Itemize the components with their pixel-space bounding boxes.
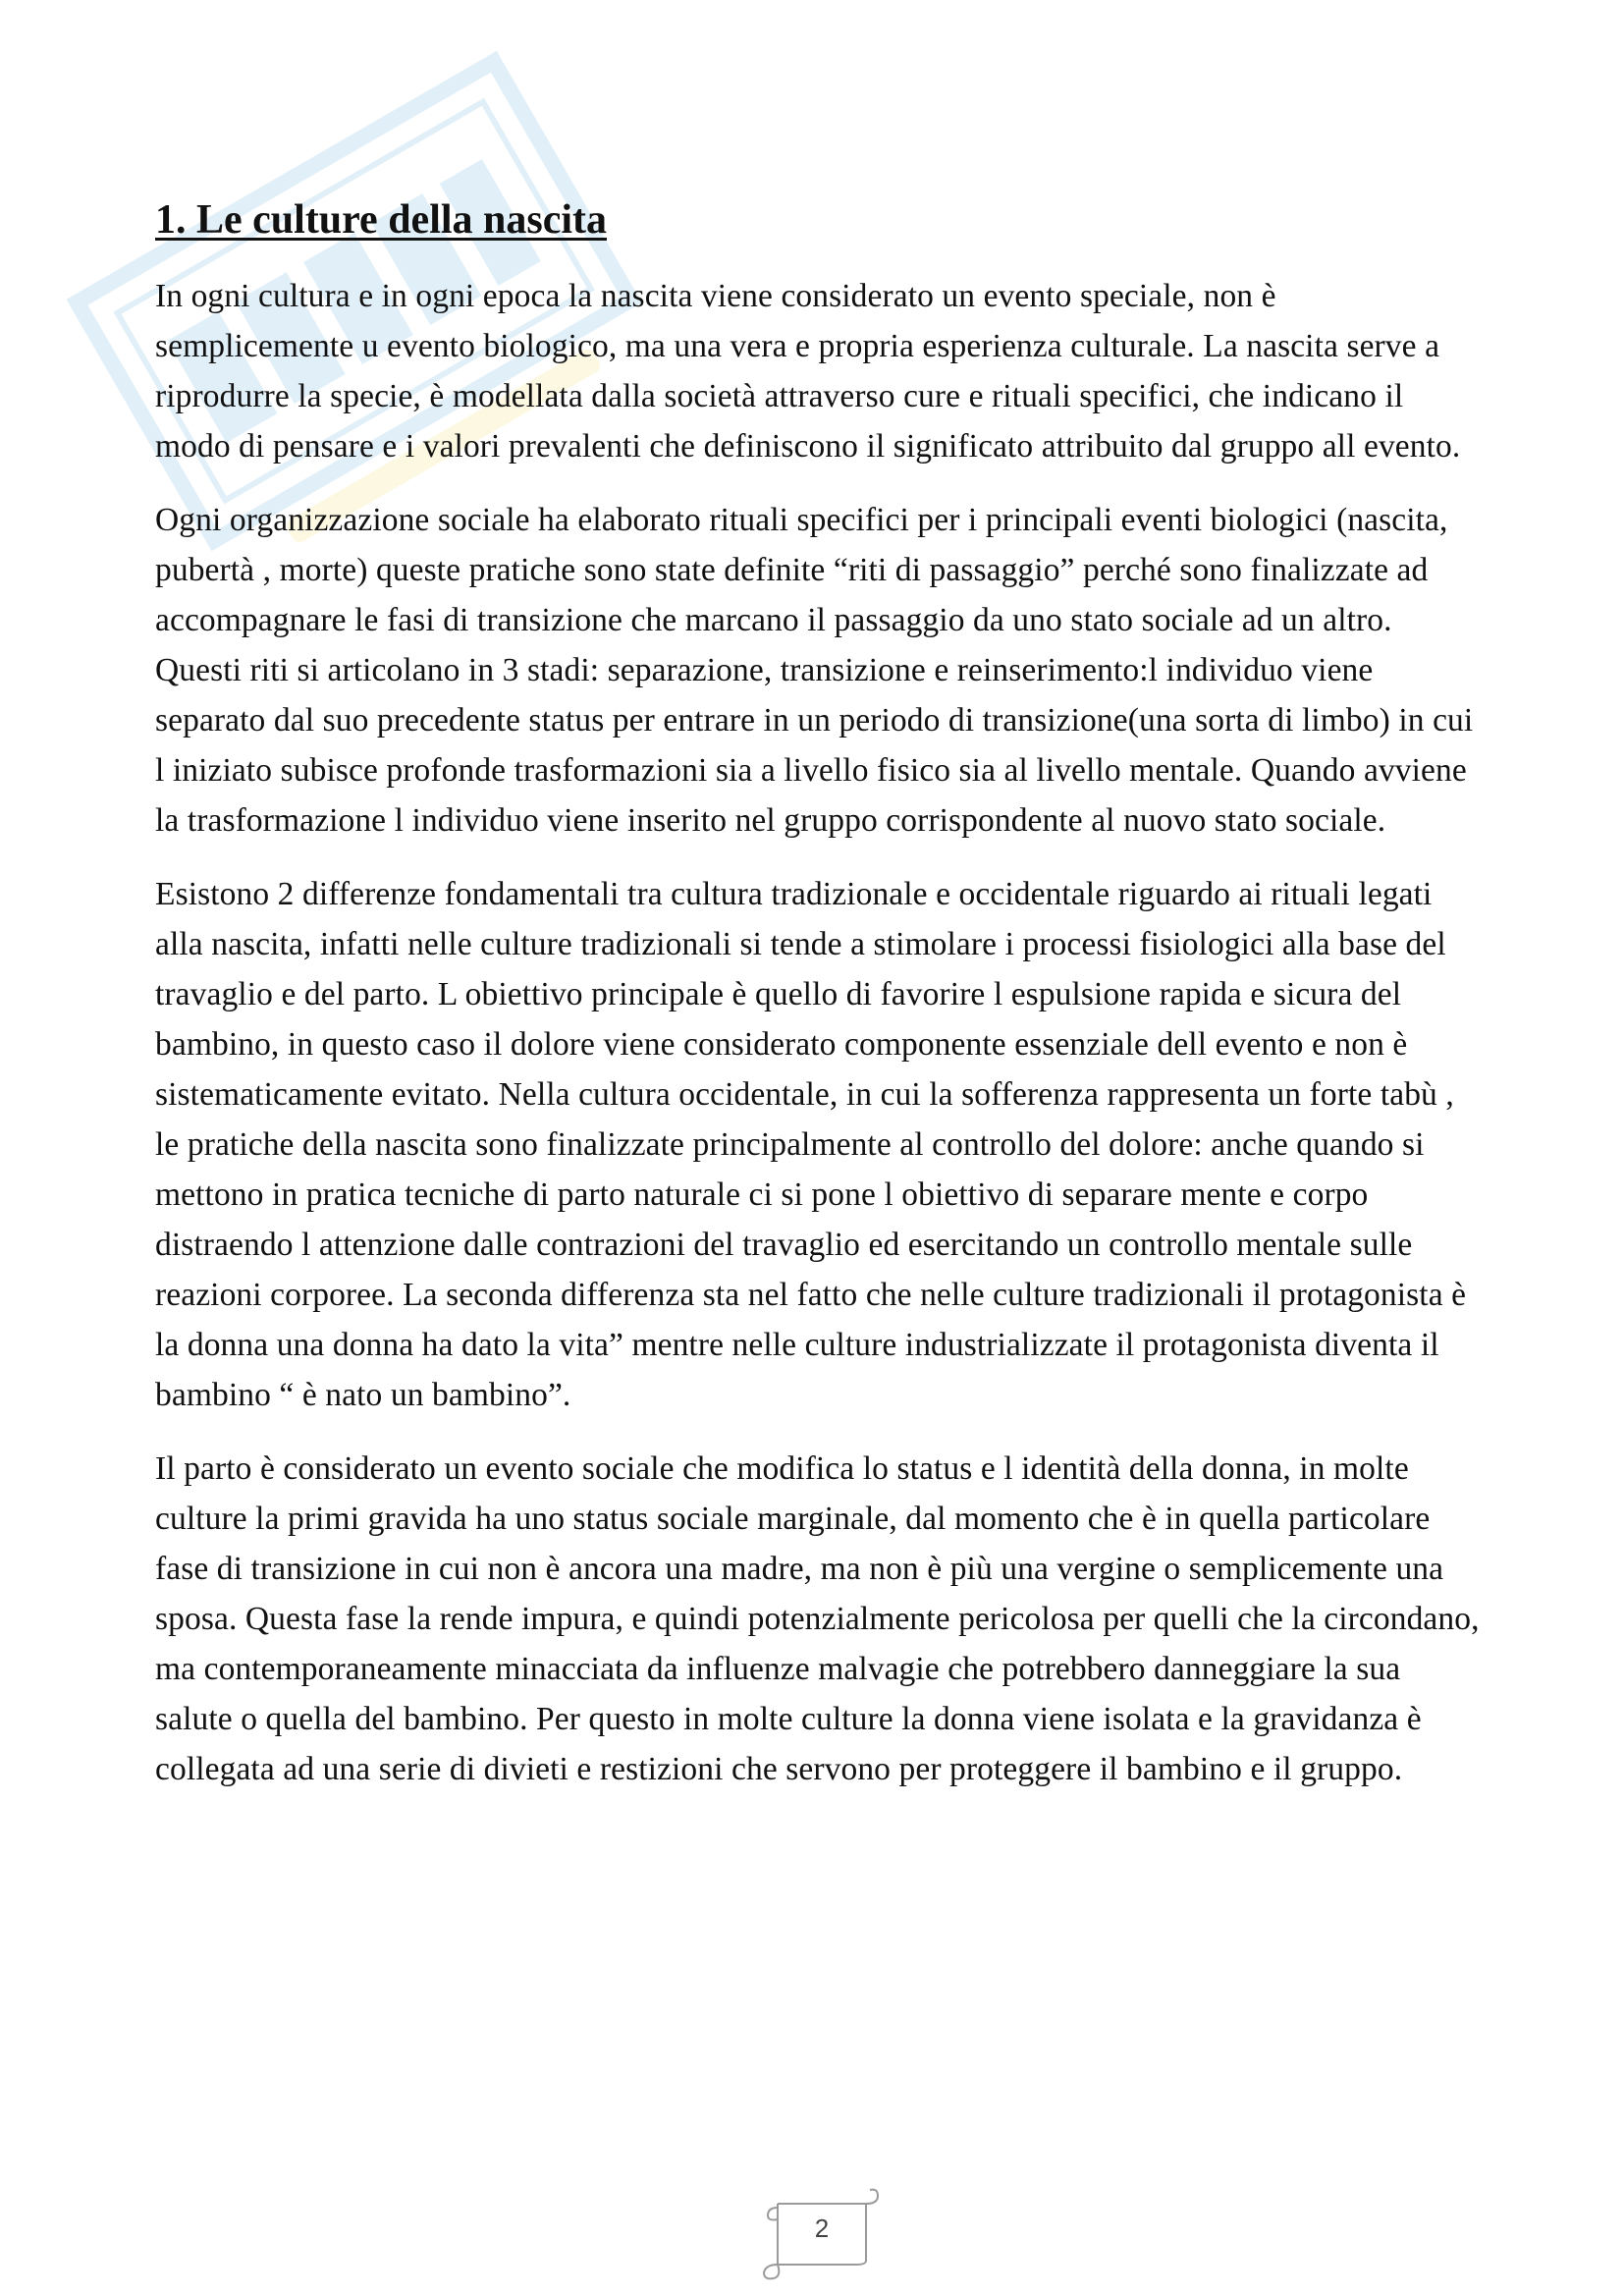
paragraph-1: In ogni cultura e in ogni epoca la nascita viene considerato un evento speciale, non è semplicemente u evento biologico, ma una vera e propria esperienza culturale. La nascita serve a riprodurre la specie, è modellata dalla società attraverso cure e rituali specifici, che indicano il modo di pensare e i valori prevalenti che definiscono il significato attribuito dal gruppo all evento. — [155, 278, 1461, 465]
paragraph-3: Esistono 2 differenze fondamentali tra cultura tradizionale e occidentale riguardo ai rituali legati alla nascita, infatti nelle culture tradizionali si tende a stimolare i processi fisiologici alla base del travaglio e del parto. L obiettivo principale è quello di favorire l espulsione rapida e sicura del bambino, in questo caso il dolore viene considerato componente essenziale dell evento e non è sistematicamente evitato. Nella cultura occidentale, in cui la sofferenza rappresenta un forte tabù , le pratiche della nascita sono finalizzate principalmente al controllo del dolore: anche quando si mettono in pratica tecniche di parto naturale ci si pone l obiettivo di separare mente e corpo distraendo l attenzione dalle contrazioni del travaglio ed esercitando un controllo mentale sulle reazioni corporee. La seconda differenza sta nel fatto che nelle culture tradizionali il protagonista è la donna una donna ha dato la vita” mentre nelle culture industrializzate il protagonista diventa il bambino “ è nato un bambino”. — [155, 876, 1467, 1413]
paragraph-4: Il parto è considerato un evento sociale che modifica lo status e l identità della donna, in molte culture la primi gravida ha uno status sociale marginale, dal momento che è in quella particolare fase di transizione in cui non è ancora una madre, ma non è più una vergine o semplicemente una sposa. Questa fase la rende impura, e quindi potenzialmente pericolosa per quelli che la circondano, ma contemporaneamente minacciata da influenze malvagie che potrebbero danneggiare la sua salute o quella del bambino. Per questo in molte culture la donna viene isolata e la gravidanza è collegata ad una serie di divieti e restizioni che servono per proteggere il bambino e il gruppo. — [155, 1450, 1480, 1787]
page-number: 2 — [814, 2214, 830, 2243]
page-footer — [748, 2186, 895, 2284]
document-body — [155, 192, 1481, 1818]
page-title: 1. Le culture della nascita — [155, 197, 608, 243]
paragraph-2: Ogni organizzazione sociale ha elaborato rituali specifici per i principali eventi biologici (nascita, pubertà , morte) queste pratiche sono state definite “riti di passaggio” perché sono finalizzate ad accompagnare le fasi di transizione che marcano il passaggio da uno stato sociale ad un altro. Questi riti si articolano in 3 stadi: separazione, transizione e reinserimento:l individuo viene separato dal suo precedente status per entrare in un periodo di transizione(una sorta di limbo) in cui l iniziato subisce profonde trasformazioni sia a livello fisico sia al livello mentale. Quando avviene la trasformazione l individuo viene inserito nel gruppo corrispondente al nuovo stato sociale. — [155, 502, 1474, 839]
